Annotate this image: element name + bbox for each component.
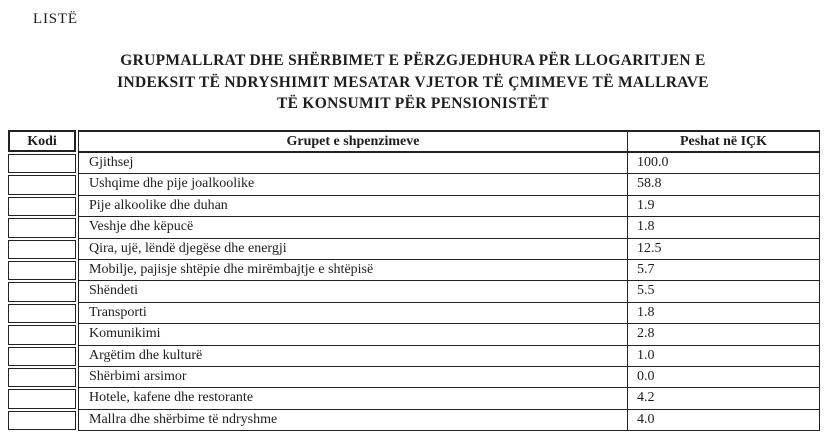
- row-main: [78, 239, 820, 260]
- title-line-1: GRUPMALLRAT DHE SHËRBIMET E PËRZGJEDHURA PËR LLOGARITJEN E: [120, 52, 706, 69]
- kodi-cell: [8, 154, 76, 173]
- title-line-2: INDEKSIT TË NDRYSHIMIT MESATAR VJETOR TË ÇMIMEVE TË MALLRAVE: [117, 73, 709, 91]
- row-main: [78, 153, 820, 174]
- header-group: Grupet e shpenzimeve: [79, 132, 628, 151]
- kodi-cell: [8, 347, 76, 366]
- weight-cell: 4.0: [637, 411, 655, 427]
- kodi-cell: [8, 240, 76, 259]
- kodi-cell: [8, 261, 76, 280]
- group-cell: Shëndeti: [79, 281, 628, 301]
- row-main: [78, 388, 820, 409]
- weight-cell: 100.0: [637, 155, 669, 170]
- weight-cell: 2.8: [637, 326, 655, 342]
- list-label: LISTË: [33, 11, 78, 27]
- table-row: [8, 388, 820, 409]
- table-row: [8, 196, 820, 217]
- group-cell: Gjithsej: [79, 153, 628, 173]
- group-cell: Mallra dhe shërbime të ndryshme: [79, 410, 628, 430]
- table-row: [8, 174, 820, 195]
- row-main: [78, 303, 820, 324]
- table-row: [8, 260, 820, 281]
- kodi-cell: [8, 304, 76, 323]
- group-cell: Pije alkoolike dhe duhan: [79, 196, 628, 216]
- group-cell: Hotele, kafene dhe restorante: [79, 388, 628, 408]
- table-row: [8, 346, 820, 367]
- header-weight: Peshat në IÇK: [679, 134, 768, 149]
- weight-cell: 58.8: [637, 176, 662, 192]
- weight-cell: 1.8: [637, 304, 655, 320]
- group-cell: Transporti: [79, 303, 628, 323]
- kodi-cell: [8, 282, 76, 301]
- table-row: [8, 303, 820, 324]
- table-row: [8, 324, 820, 345]
- title-line-3: TË KONSUMIT PËR PENSIONISTËT: [276, 95, 550, 112]
- weight-cell: 0.0: [637, 368, 655, 384]
- table-row: [8, 239, 820, 260]
- row-main: [78, 196, 820, 217]
- weight-cell: 4.2: [637, 390, 655, 406]
- row-main: [78, 410, 820, 431]
- weight-cell: 1.8: [637, 219, 655, 235]
- group-cell: Shërbimi arsimor: [79, 367, 628, 387]
- table-row: [8, 153, 820, 174]
- table-row: [8, 217, 820, 238]
- weight-cell: 5.5: [637, 283, 655, 299]
- table-header-row: [8, 130, 820, 153]
- row-main: [78, 324, 820, 345]
- row-main: [78, 367, 820, 388]
- kodi-cell: [8, 197, 76, 216]
- header-main: [78, 130, 820, 153]
- group-cell: Argëtim dhe kulturë: [79, 346, 628, 366]
- weight-cell: 1.0: [637, 347, 655, 363]
- kodi-cell: [8, 389, 76, 408]
- row-main: [78, 217, 820, 238]
- row-main: [78, 260, 820, 281]
- document-title: [0, 50, 826, 115]
- weight-cell: 5.7: [637, 261, 655, 277]
- group-cell: Qira, ujë, lëndë djegëse dhe energji: [79, 239, 628, 259]
- group-cell: Mobilje, pajisje shtëpie dhe mirëmbajtje e shtëpisë: [79, 260, 628, 280]
- kodi-cell: [8, 411, 76, 430]
- table-row: [8, 410, 820, 431]
- header-kodi: Kodi: [8, 130, 76, 152]
- table-row: [8, 367, 820, 388]
- kodi-cell: [8, 218, 76, 237]
- weight-cell: 12.5: [637, 240, 662, 256]
- row-main: [78, 281, 820, 302]
- row-main: [78, 346, 820, 367]
- kodi-cell: [8, 325, 76, 344]
- group-cell: Komunikimi: [79, 324, 628, 344]
- group-cell: Ushqime dhe pije joalkoolike: [79, 174, 628, 194]
- kodi-cell: [8, 175, 76, 194]
- table-row: [8, 281, 820, 302]
- weights-table: [8, 130, 820, 431]
- kodi-cell: [8, 368, 76, 387]
- row-main: [78, 174, 820, 195]
- weight-cell: 1.9: [637, 197, 655, 213]
- group-cell: Veshje dhe këpucë: [79, 217, 628, 237]
